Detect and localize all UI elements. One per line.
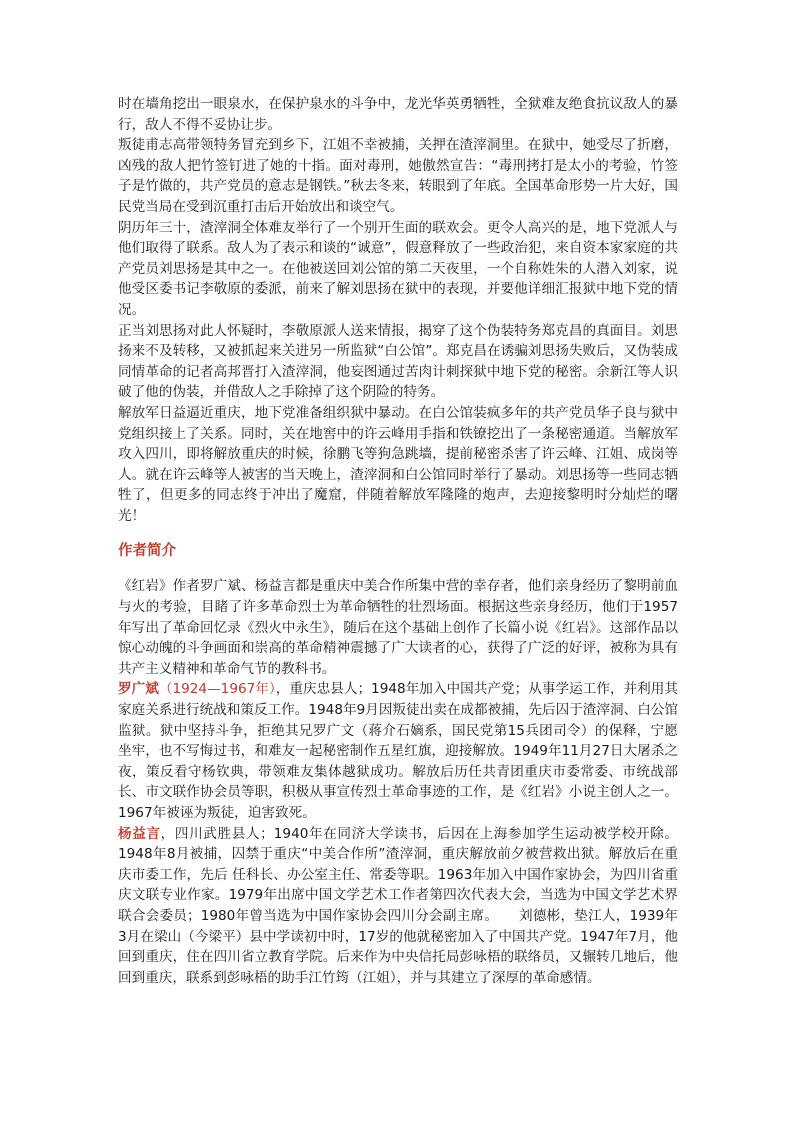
luo-guangbin-bio <box>118 679 678 823</box>
luo-guangbin-text: ，重庆忠县人；1948年加入中国共产党；从事学运工作，并利用其家庭关系进行统战和策反工作。1948年9月因叛徒出卖在成都被捕，先后囚于渣滓洞、白公馆监狱。狱中坚持斗争，拒绝其兄罗广文（蒋介石嫡系，国民党第15兵团司令）的保释，宁愿坐牢，也不写悔过书，和难友一起秘密制作五星红旗，迎接解放。1949年11月27日大屠杀之夜，策反看守杨钦典，带领难友集体越狱成功。解放后历任共青团重庆市委常委、市统战部长、市文联作协会员等职，积极从事宣传烈士革命事迹的工作，是《红岩》小说主创人之一。1967年被诬为叛徒，迫害致死。 <box>118 681 679 821</box>
luo-guangbin-dates: （1924—1967年） <box>158 681 276 698</box>
luo-guangbin-name: 罗广斌 <box>118 681 159 698</box>
plot-paragraph-2: 叛徒甫志高带领特务冒充到乡下，江姐不幸被捕，关押在渣滓洞里。在狱中，她受尽了折磨，凶残的敌人把竹签钉进了她的十指。面对毒刑，她傲然宣告：“毒刑拷打是太小的考验，竹签子是竹做的，共产党员的意志是钢铁。”秋去冬来，转眼到了年底。全国革命形势一片大好，国民党当局在受到沉重打击后开始放出和谈空气。 <box>118 137 678 215</box>
author-section-title: 作者简介 <box>118 543 176 560</box>
plot-paragraph-3: 阴历年三十，渣滓洞全体难友举行了一个别开生面的联欢会。更令人高兴的是，地下党派人与他们取得了联系。敌人为了表示和谈的“诚意”，假意释放了一些政治犯，来自资本家家庭的共产党员刘思扬是其中之一。在他被送回刘公馆的第二天夜里，一个自称姓朱的人潜入刘家，说他受区委书记李敬原的委派，前来了解刘思扬在狱中的表现，并要他详细汇报狱中地下党的情况。 <box>118 219 678 318</box>
plot-paragraph-4: 正当刘思扬对此人怀疑时，李敬原派人送来情报，揭穿了这个伪装特务郑克昌的真面目。刘思扬来不及转移，又被抓起来关进另一所监狱“白公馆”。郑克昌在诱骗刘思扬失败后，又伪装成同情革命的记者高邦晋打入渣滓洞，他妄图通过苦肉计刺探狱中地下党的秘密。余新江等人识破了他的伪装，并借敌人之手除掉了这个阴险的特务。 <box>118 322 678 401</box>
spacer <box>118 526 678 540</box>
yang-yiyan-text: ，四川武胜县人；1940年在同济大学读书，后因在上海参加学生运动被学校开除。1948年8月被捕，囚禁于重庆“中美合作所”渣滓洞，重庆解放前夕被营救出狱。解放后在重庆市委工作，先后 任科长、办公室主任、常委等职。1963年加入中国作家协会，为四川省重庆文联专业作家。1979年出席中国文学艺术工作者第四次代表大会，当选为中国文学艺术界联合会委员；1980年曾当选为中国作家协会四川分会副主席。 刘德彬，垫江人，1939年3月在梁山（今梁平）县中学读初中时，17岁的他就秘密加入了中国共产党。1947年7月，他回到重庆，住在四川省立教育学院。后来作为中央信托局彭咏梧的联络员，又辗转几地后，他回到重庆，联系到彭咏梧的助手江竹筠（江姐），并与其建立了深厚的革命感情。 <box>118 825 679 986</box>
author-intro: 《红岩》作者罗广斌、杨益言都是重庆中美合作所集中营的幸存者，他们亲身经历了黎明前血与火的考验，目睹了许多革命烈士为革命牺牲的壮烈场面。根据这些亲身经历，他们于1957年写出了革命回忆录《烈火中永生》，随后在这个基础上创作了长篇小说《红岩》。这部作品以惊心动魄的斗争画面和崇高的革命精神震撼了广大读者的心，获得了广泛的好评，被称为具有共产主义精神和革命气节的教科书。 <box>118 578 678 677</box>
plot-paragraph-5: 解放军日益逼近重庆，地下党准备组织狱中暴动。在白公馆装疯多年的共产党员华子良与狱中党组织接上了关系。同时，关在地窖中的许云峰用手指和铁镣挖出了一条秘密通道。当解放军攻入四川，即将解放重庆的时候，徐鹏飞等狗急跳墙，提前秘密杀害了许云峰、江姐、成岗等人。就在许云峰等人被害的当天晚上，渣滓洞和白公馆同时举行了暴动。刘思扬等一些同志牺牲了，但更多的同志终于冲出了魔窟，伴随着解放军隆隆的炮声，去迎接黎明时分灿烂的曙光！ <box>118 404 678 524</box>
yang-yiyan-name: 杨益言 <box>118 825 161 842</box>
spacer <box>118 562 678 576</box>
plot-paragraph-1: 时在墙角挖出一眼泉水，在保护泉水的斗争中，龙光华英勇牺牲，全狱难友绝食抗议敌人的暴行，敌人不得不妥协让步。 <box>118 96 678 133</box>
document-page <box>118 94 678 988</box>
yang-yiyan-bio <box>118 824 678 989</box>
